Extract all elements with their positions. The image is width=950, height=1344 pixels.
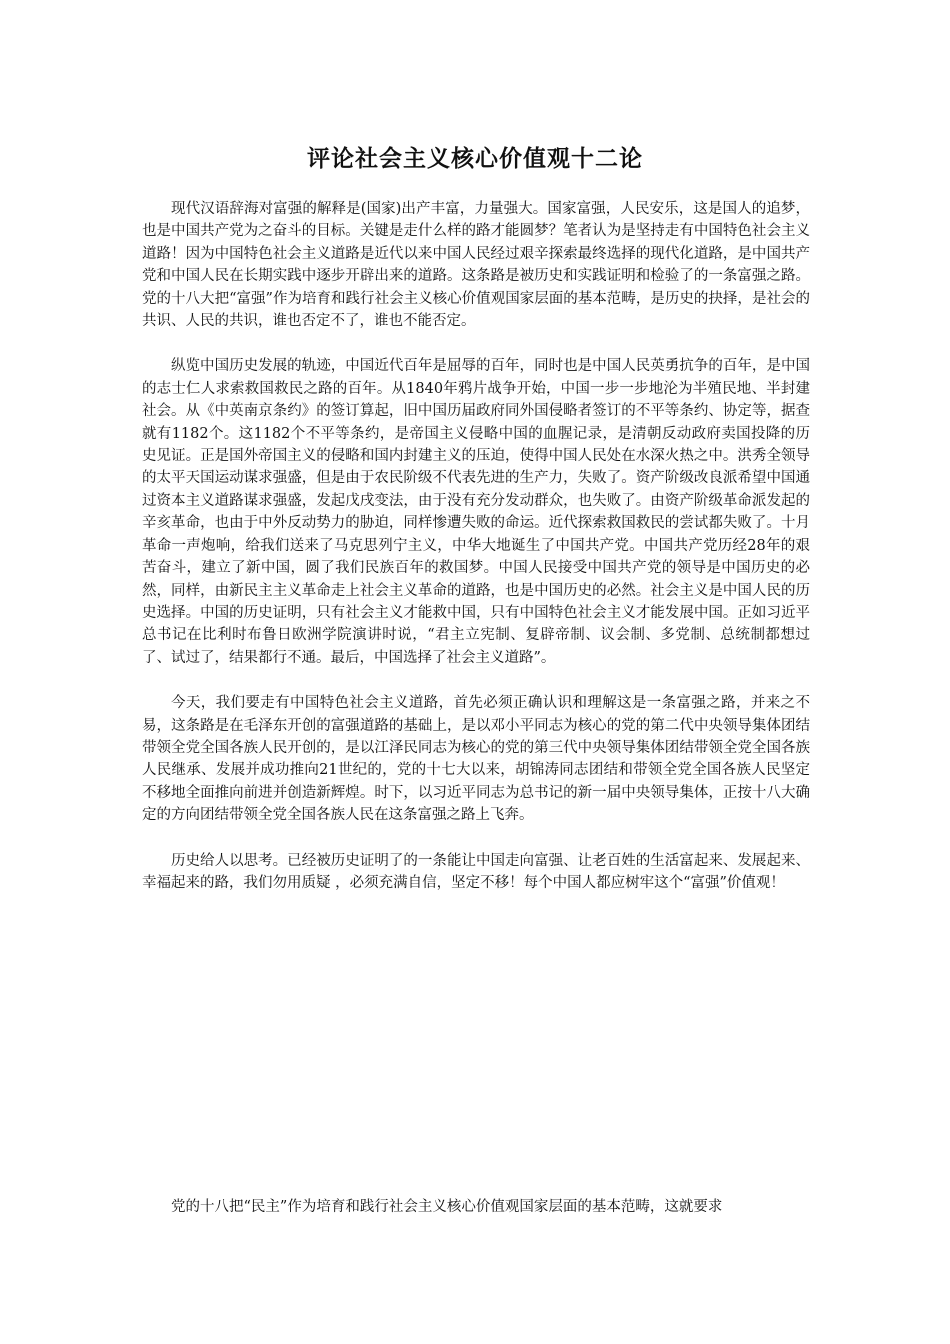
document-title: 评论社会主义核心价值观十二论 (307, 145, 643, 172)
paragraph-5-partial: 党的十八把“民主”作为培育和践行社会主义核心价值观国家层面的基本范畴，这就要求 (171, 1199, 723, 1215)
paragraph-3: 今天，我们要走有中国特色社会主义道路，首先必须正确认识和理解这是一条富强之路，并来之不易，这条路是在毛泽东开创的富强道路的基础上，是以邓小平同志为核心的党的第二代中央领导集体团结带领全党全国各族人民开创的，是以江泽民同志为核心的党的第三代中央领导集体团结带领全党全国各族人民继承、发展并成功推向21世纪的，党的十七大以来，胡锦涛同志团结和带领全党全国各族人民坚定不移地全面推向前进并创造新辉煌。时下，以习近平同志为总书记的新一届中央领导集体，正按十八大确定的方向团结带领全党全国各族人民在这条富强之路上飞奔。 (142, 695, 810, 824)
paragraph-1: 现代汉语辞海对富强的解释是(国家)出产丰富，力量强大。国家富强，人民安乐，这是国人的追梦，也是中国共产党为之奋斗的目标。关键是走什么样的路才能圆梦？笔者认为是坚持走有中国特色社会主义道路！因为中国特色社会主义道路是近代以来中国人民经过艰辛探索最终选择的现代化道路，是中国共产党和中国人民在长期实践中逐步开辟出来的道路。这条路是被历史和实践证明和检验了的一条富强之路。党的十八大把“富强”作为培育和践行社会主义核心价值观国家层面的基本范畴，是历史的抉择，是社会的共识、人民的共识，谁也否定不了，谁也不能否定。 (142, 201, 810, 330)
paragraph-2: 纵览中国历史发展的轨迹，中国近代百年是屈辱的百年，同时也是中国人民英勇抗争的百年，是中国的志士仁人求索救国救民之路的百年。从1840年鸦片战争开始，中国一步一步地沦为半殖民地、半封建社会。从《中英南京条约》的签订算起，旧中国历届政府同外国侵略者签订的不平等条约、协定等，据查就有1182个。这1182个不平等条约，是帝国主义侵略中国的血腥记录，是清朝反动政府卖国投降的历史见证。正是国外帝国主义的侵略和国内封建主义的压迫，使得中国人民处在水深火热之中。洪秀全领导的太平天国运动谋求强盛，但是由于农民阶级不代表先进的生产力，失败了。资产阶级改良派希望中国通过资本主义道路谋求强盛，发起戊戌变法，由于没有充分发动群众，也失败了。由资产阶级革命派发起的辛亥革命，也由于中外反动势力的胁迫，同样惨遭失败的命运。近代探索救国救民的尝试都失败了。十月革命一声炮响，给我们送来了马克思列宁主义，中华大地诞生了中国共产党。中国共产党历经28年的艰苦奋斗，建立了新中国，圆了我们民族百年的救国梦。中国人民接受中国共产党的领导是中国历史的必然，同样，由新民主主义革命走上社会主义革命的道路，也是中国历史的必然。社会主义是中国人民的历史选择。中国的历史证明，只有社会主义才能救中国，只有中国特色社会主义才能发展中国。正如习近平总书记在比利时布鲁日欧洲学院演讲时说，“君主立宪制、复辟帝制、议会制、多党制、总统制都想过了、试过了，结果都行不通。最后，中国选择了社会主义道路”。 (142, 358, 810, 666)
paragraph-4: 历史给人以思考。已经被历史证明了的一条能让中国走向富强、让老百姓的生活富起来、发展起来、幸福起来的路，我们勿用质疑 ，必须充满自信，坚定不移！每个中国人都应树牢这个“富强”价值观！ (142, 852, 810, 891)
document-body (142, 198, 810, 917)
